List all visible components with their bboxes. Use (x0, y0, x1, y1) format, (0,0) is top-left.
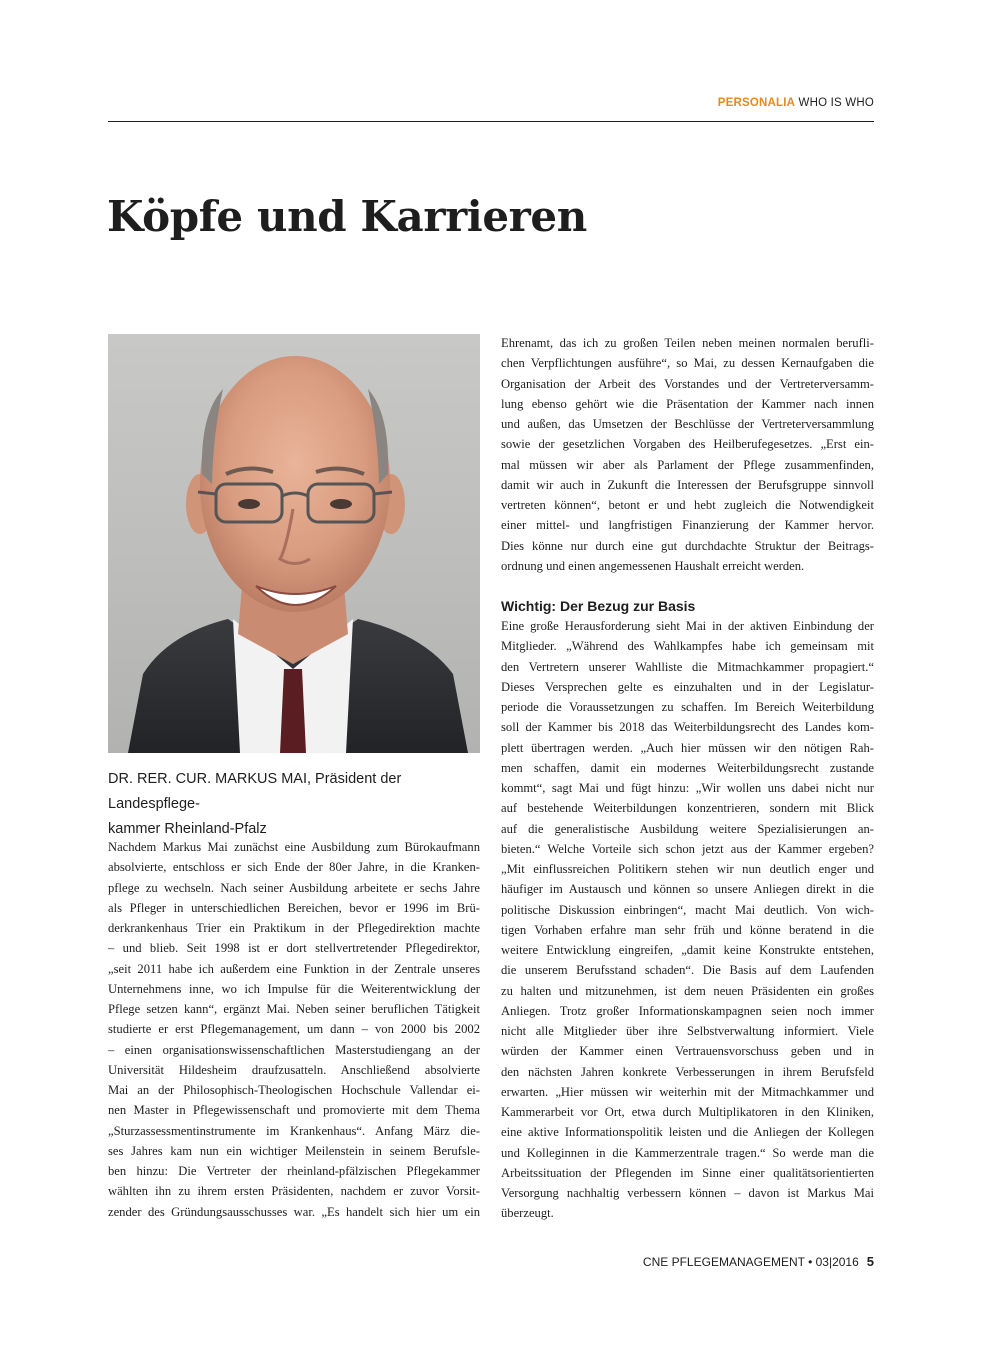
left-column (108, 837, 480, 1222)
text-line: Kammerarbeit vor Ort, etwa durch Multiplikatoren in den Kliniken, (501, 1105, 874, 1119)
text-line: Arbeitssituation der Pflegenden im Sinne einer qualitätsorientierten (501, 1165, 874, 1180)
text-line: und außen, das Umsetzen der Beschlüsse der Vertreterversammlung (501, 417, 874, 431)
photo-caption (108, 767, 488, 842)
portrait-photo (108, 334, 480, 753)
text-line: Nachdem Markus Mai zunächst eine Ausbildung zum Bürokaufmann (108, 840, 480, 854)
text-line: „seit 2011 habe ich außerdem eine Funktion in der Zentrale unseres (108, 961, 480, 976)
text-line: – einen organisationswissenschaftlichen Masterstudiengang an der (108, 1042, 480, 1057)
text-line: Dieses Versprechen gelte es einzuhalten und in der Legislatur- (501, 679, 874, 694)
text-line: die unserem Berufsstand schaden“. Die Basis auf dem Laufenden (501, 963, 874, 978)
text-line: vertreten können“, betont er und hebt zugleich die Notwendigkeit (501, 498, 874, 512)
text-line: wählten ihn zu ihrem ersten Präsidenten, nachdem er zuvor Vorsit- (108, 1184, 480, 1199)
text-line: Eine große Herausforderung sieht Mai in der aktiven Einbindung der (501, 619, 874, 633)
text-line: derkrankenhaus Trier ein Praktikum in der Pflegedirektion machte (108, 921, 480, 935)
text-line: lung ebenso gehört wie die Präsentation der Kammer nach innen (501, 396, 874, 411)
text-line: ordnung und einen angemessenen Haushalt erreicht werden. (501, 558, 805, 573)
right-column (501, 333, 874, 1224)
subheading: Wichtig: Der Bezug zur Basis (501, 598, 696, 614)
text-line: chen Verpflichtungen ausführe“, so Mai, zu dessen Kernaufgaben die (501, 356, 874, 371)
text-line: Organisation der Arbeit des Vorstandes und der Vertreterversamm- (501, 376, 874, 391)
text-line: Versorgung nachhaltig verbessern können – davon ist Markus Mai (501, 1186, 874, 1200)
text-line: auf bestehende Weiterbildungen konzentrieren, sondern mit Blick (501, 801, 874, 816)
subsection-label: WHO IS WHO (798, 97, 874, 109)
text-line: kommt“, sagt Mai und fügt hinzu: „Wir wollen uns dabei nicht nur (501, 781, 874, 795)
text-line: würden der Kammer einen Vertrauensvorschuss geben und in (501, 1044, 874, 1059)
text-line: bieten.“ Welche Vorteile sich schon jetzt aus der Kammer ergeben? (501, 841, 874, 856)
text-line: auf die generalistische Ausbildung weitere Spezialisierungen an- (501, 821, 874, 836)
text-line: men schaffen, damit ein modernes Weiterbildungsrecht zustande (501, 760, 874, 775)
text-line: studierte er erst Pflegemanagement, um dann – von 2000 bis 2002 (108, 1022, 480, 1037)
text-line: ses Jahres kam nun ein wichtiger Meilenstein in seinem Berufsle- (108, 1143, 480, 1158)
text-line: plett übertragen werden. „Auch hier müssen wir den nötigen Rah- (501, 740, 874, 755)
page-header (108, 97, 874, 122)
text-line: und Kolleginnen in die Kammerzentrale tragen.“ So werde man die (501, 1145, 874, 1160)
text-line: Dies könne nur durch eine gut durchdachte Struktur der Beitrags- (501, 538, 874, 553)
text-line: sowie der gesetzlichen Vorgaben des Heilberufegesetzes. „Erst ein- (501, 437, 874, 452)
text-line: damit wir auch in Zukunft die Interessen der Berufsgruppe sinnvoll (501, 477, 874, 492)
text-line: zu halten und mitzunehmen, ist dem neuen Präsidenten ein großes (501, 983, 874, 998)
text-line: – und blieb. Seit 1998 ist er dort stellvertretender Pflegedirektor, (108, 941, 480, 956)
text-line: Mitglieder. „Während des Wahlkampfes habe ich gemeinsam mit (501, 639, 874, 654)
text-line: pflege zu wechseln. Nach seiner Ausbildung arbeitete er sechs Jahre (108, 880, 480, 895)
text-line: absolvierte, entschloss er sich Ende der 80er Jahre, in die Kranken- (108, 860, 480, 875)
caption-line: kammer Rheinland-Pfalz (108, 821, 267, 837)
page-footer (643, 1254, 874, 1269)
text-line: politische Diskussion einbringen“, macht Mai deutlich. Von wich- (501, 902, 874, 917)
text-line: soll der Kammer bis 2018 das Weiterbildungsrecht des Landes kom- (501, 720, 874, 735)
text-line: weitere Entwicklung eingreifen, „damit keine Konstrukte entstehen, (501, 943, 874, 957)
text-line: den nächsten Jahren konkrete Verbesserungen in ihrem Berufsfeld (501, 1064, 874, 1079)
text-line: Ehrenamt, das ich zu großen Teilen neben meinen normalen berufli- (501, 336, 874, 350)
page-number: 5 (866, 1254, 874, 1269)
text-line: als Pfleger in unterschiedlichen Bereichen, bevor er 1996 im Brü- (108, 900, 480, 915)
text-line: periode die Voraussetzungen zu schaffen. Im Bereich Weiterbildung (501, 700, 874, 714)
text-line: Mai an der Philosophisch-Theologischen Hochschule Vallendar ei- (108, 1083, 480, 1097)
text-line: ben hinzu: Die Vertreter der rheinland-pfälzischen Pflegekammer (108, 1164, 480, 1178)
text-line: Pflege setzen kann“, ergänzt Mai. Neben seiner beruflichen Tätigkeit (108, 1002, 480, 1016)
text-line: Anliegen. Trotz großer Informationskampagnen seien noch immer (501, 1003, 874, 1018)
text-line: eine aktive Informationspolitik leisten und die Anliegen der Kollegen (501, 1125, 874, 1140)
text-line: zender des Gründungsausschusses war. „Es handelt sich hier um ein (108, 1204, 480, 1219)
text-line: häufiger im Austausch und können so unsere Anliegen direkt in die (501, 882, 874, 897)
text-line: einer mittel- und langfristigen Finanzierung der Kammer hervor. (501, 518, 874, 533)
text-line: nicht alle Mitglieder über ihre Selbstverwaltung informiert. Viele (501, 1024, 874, 1038)
text-line: den Vertretern unserer Wahlliste die Mitmachkammer propagiert.“ (501, 659, 874, 674)
text-line: erwarten. „Hier müssen wir weiterhin mit der Mitmachkammer und (501, 1084, 874, 1099)
text-line: „Mit einflussreichen Politikern stehen wir nun deutlich enger und (501, 862, 874, 876)
text-line: „Sturzassessmentinstrumente im Krankenhaus“. Anfang März die- (108, 1123, 480, 1138)
text-line: mal müssen wir aber als Parlament der Pflege zusammenfinden, (501, 457, 874, 472)
text-line: überzeugt. (501, 1206, 554, 1221)
article-title: Köpfe und Karrieren (107, 192, 587, 241)
publication-info: CNE PFLEGEMANAGEMENT • 03|2016 (642, 1255, 859, 1269)
text-line: Universität Hildesheim draufzusatteln. Anschließend absolvierte (108, 1062, 480, 1077)
text-line: Unternehmens inne, wo ich Impulse für die Weiterentwicklung der (108, 981, 480, 996)
text-line: nen Master in Pflegewissenschaft und promovierte mit dem Thema (108, 1103, 480, 1118)
caption-line: DR. RER. CUR. MARKUS MAI, Präsident der Landespflege- (108, 771, 402, 812)
text-line: tigen Vorhaben erfahre man sehr früh und könne beratend in die (501, 922, 874, 937)
section-label: PERSONALIA (717, 97, 796, 109)
